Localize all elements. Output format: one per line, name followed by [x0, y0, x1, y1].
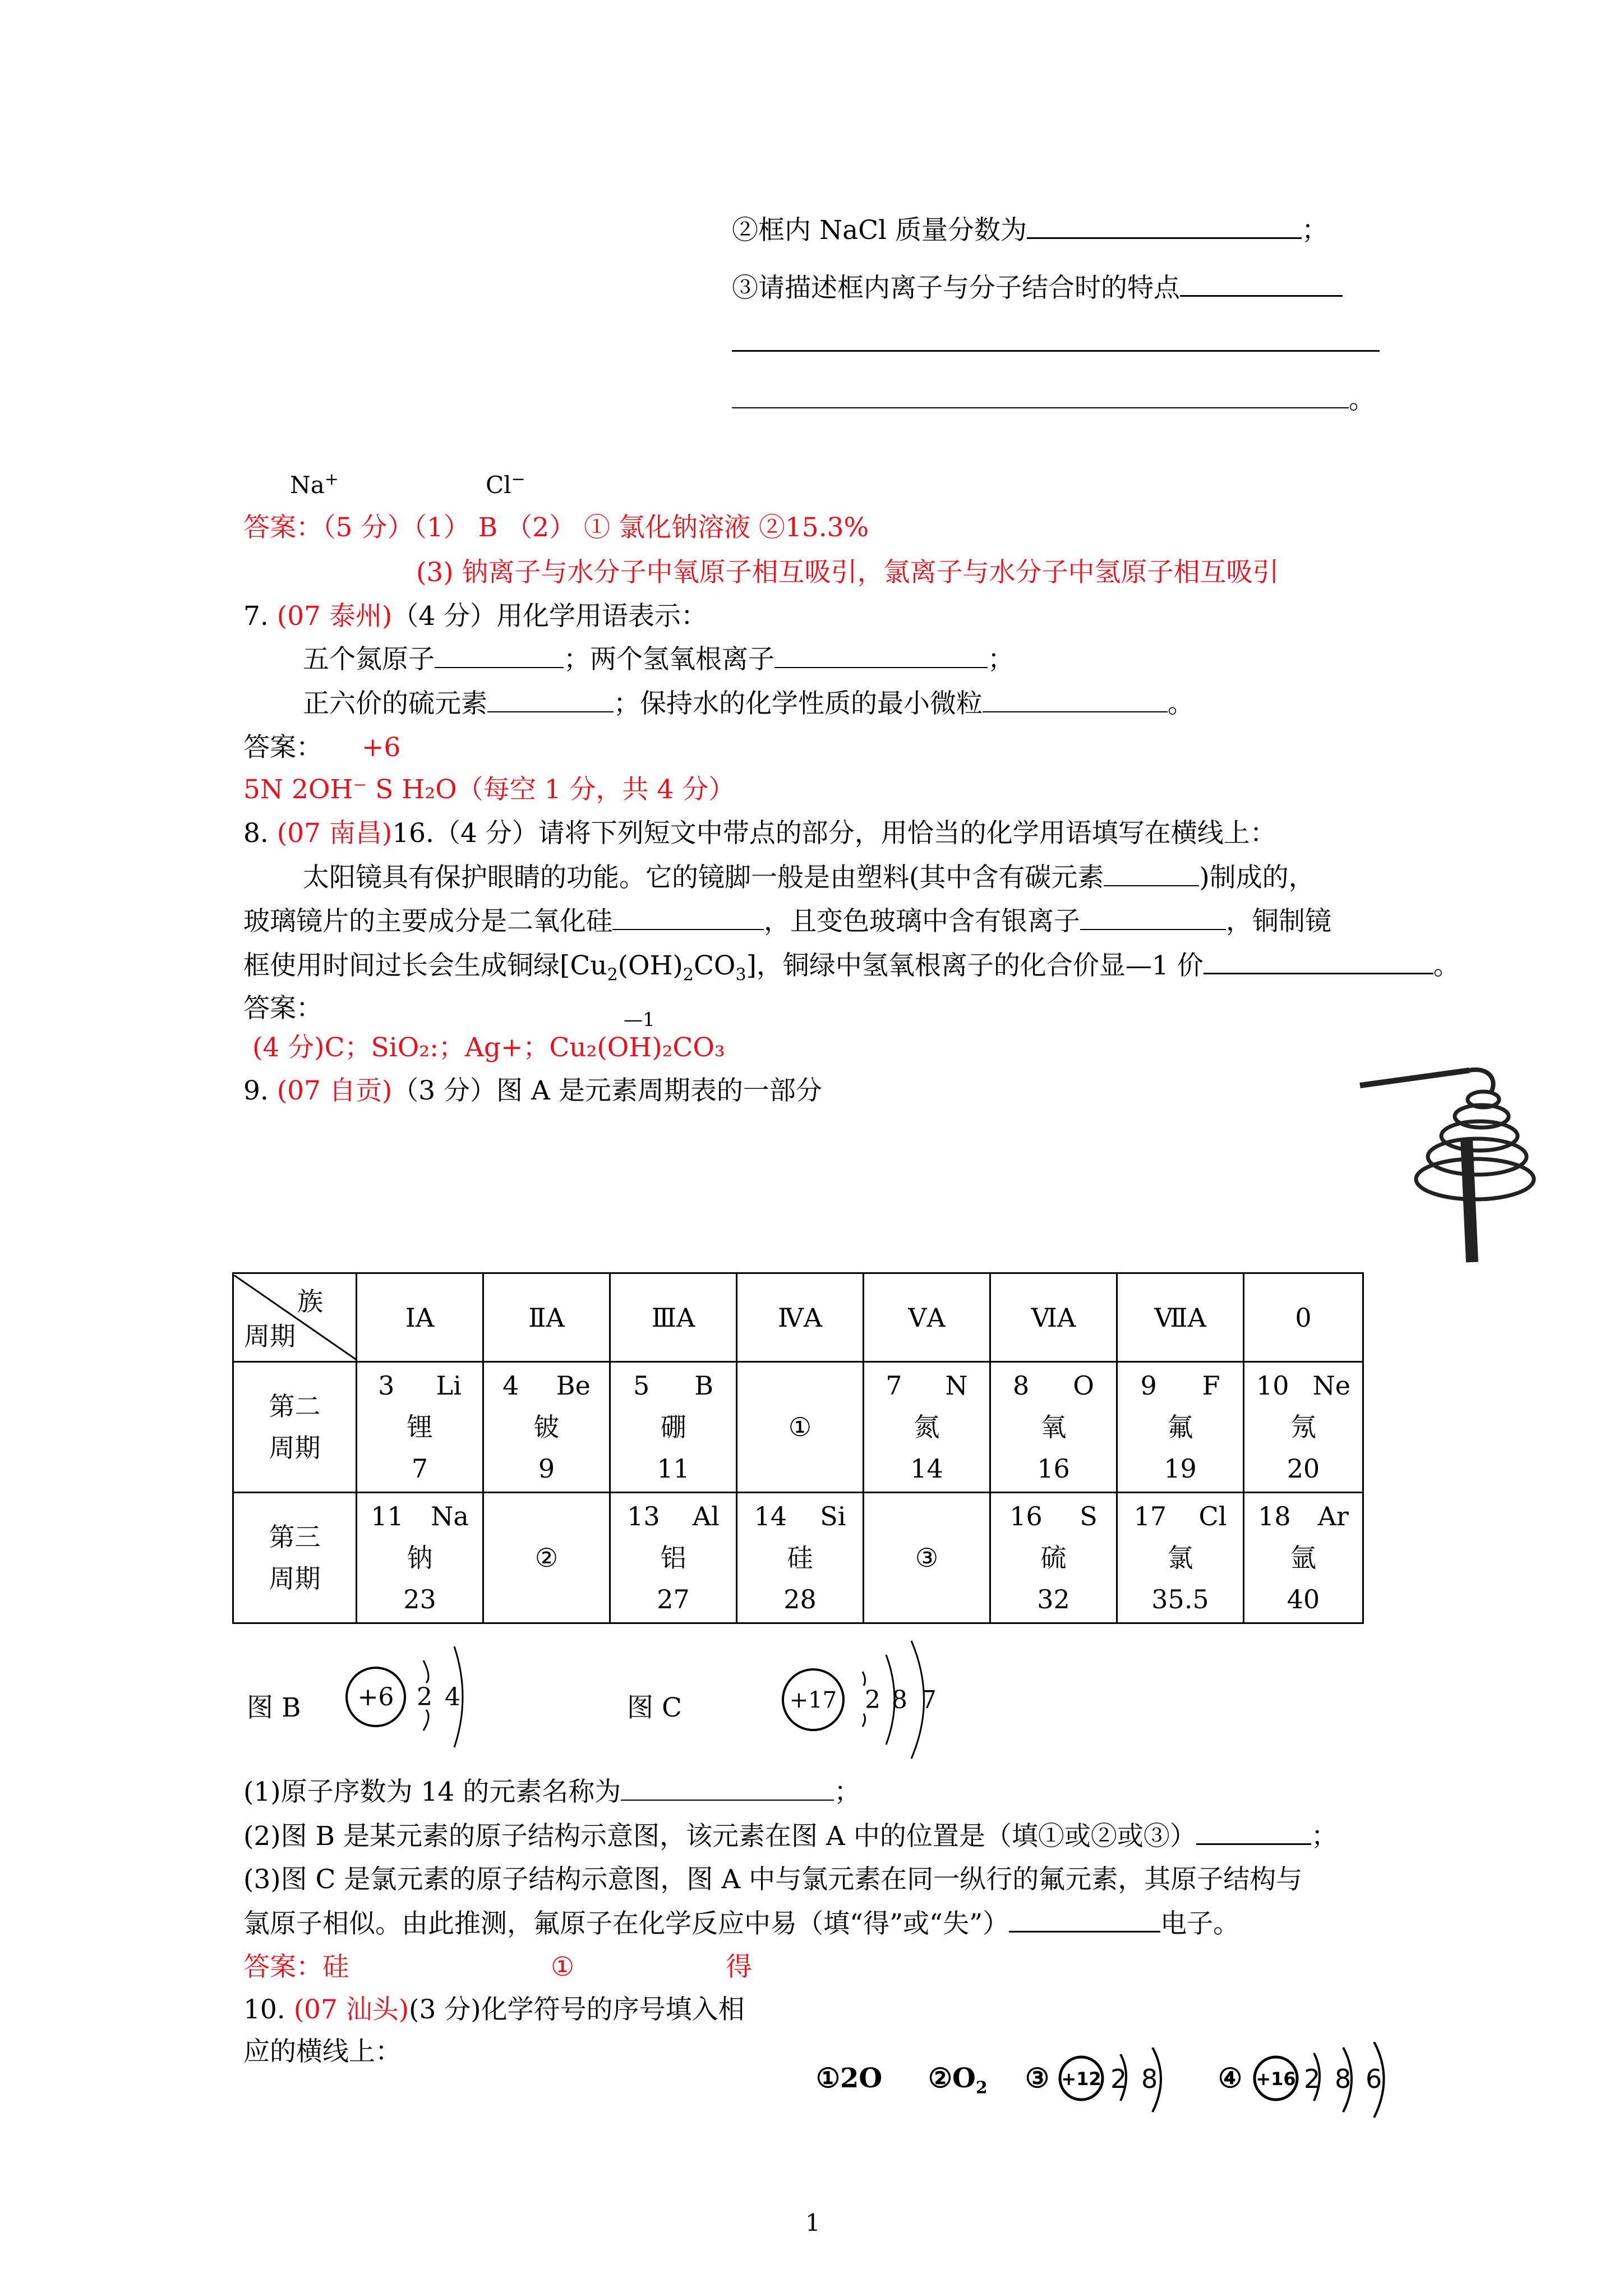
page-number: 1: [805, 2209, 820, 2237]
blank[interactable]: [1009, 1905, 1160, 1932]
blank[interactable]: [1080, 903, 1226, 930]
blank[interactable]: [612, 903, 764, 930]
group-header: ⅡA: [483, 1273, 610, 1362]
q10-title2: 应的横线上：: [243, 2036, 402, 2067]
blank-line[interactable]: [732, 350, 1380, 352]
q9-title: 9. (07 自贡)（3 分）图 A 是元素周期表的一部分: [243, 1075, 822, 1106]
svg-text:2: 2: [1110, 2064, 1127, 2094]
element-cell: 5 B 硼 11: [610, 1362, 737, 1493]
q10-option-4-label: ④: [1218, 2063, 1243, 2094]
q9-s1: (1)原子序数为 14 的元素名称为 ；: [243, 1774, 860, 1811]
blank[interactable]: [1104, 859, 1199, 886]
element-cell-blank: ③: [864, 1493, 990, 1623]
blank[interactable]: [487, 685, 614, 712]
q10-option-3-label: ③: [1025, 2063, 1050, 2094]
blank[interactable]: [1204, 947, 1433, 974]
q9-s2: (2)图 B 是某元素的原子结构示意图，该元素在图 A 中的位置是（填①或②或③） ；: [243, 1818, 1338, 1855]
q8-p2: 玻璃镜片的主要成分是二氧化硅 ，且变色玻璃中含有银离子 ，铜制镜: [243, 903, 1331, 940]
ion-cl-label: Cl−: [486, 470, 525, 499]
atom-structure-option-3: [1054, 2047, 1189, 2120]
q8-p1: 太阳镜具有保护眼睛的功能。它的镜脚一般是由塑料(其中含有碳元素 )制成的，: [303, 859, 1315, 896]
blank[interactable]: [1180, 269, 1343, 297]
group-header: ⅦA: [1117, 1273, 1244, 1362]
svg-text:+6: +6: [357, 1683, 394, 1711]
element-cell-blank: ②: [483, 1493, 610, 1623]
period-3-row: [233, 1493, 1363, 1623]
group-header: ⅤA: [864, 1273, 990, 1362]
blank-line-end: 。: [732, 381, 1375, 418]
q8-answer: (4 分)C；SiO₂:；Ag+；Cu₂(OH)₂CO₃: [252, 1032, 725, 1063]
element-cell: 8 O 氧 16: [990, 1362, 1117, 1493]
ion-na-label: Na+: [290, 470, 339, 499]
q10-title: 10. (07 汕头)(3 分)化学符号的序号填入相: [243, 1994, 745, 2025]
q7-line1: 五个氮原子 ；两个氢氧根离子 ；: [303, 641, 1014, 678]
corner-cell: 族 周期: [233, 1273, 357, 1362]
svg-text:8: 8: [1335, 2064, 1352, 2094]
svg-text:+12: +12: [1061, 2068, 1101, 2090]
svg-text:8: 8: [1141, 2064, 1158, 2094]
fig-b-label: 图 B: [247, 1692, 301, 1723]
answer-q6-line2: (3) 钠离子与水分子中氧原子相互吸引，氯离子与水分子中氢原子相互吸引: [416, 557, 1279, 588]
blank[interactable]: [1027, 211, 1302, 239]
q7-line2: 正六价的硫元素 ；保持水的化学性质的最小微粒 。: [303, 685, 1194, 723]
svg-text:+16: +16: [1256, 2068, 1296, 2090]
element-cell: 16 S 硫 32: [990, 1493, 1117, 1623]
svg-text:+17: +17: [789, 1687, 837, 1713]
q10-option-2: $②O_2$: [928, 2063, 988, 2098]
q9-s3b: 氯原子相似。由此推测，氟原子在化学反应中易（填“得”或“失”） 电子。: [243, 1905, 1239, 1943]
group-header: ⅣA: [737, 1273, 864, 1362]
q6-part2: ②框内 NaCl 质量分数为 ；: [732, 211, 1328, 249]
periodic-table: [232, 1272, 1364, 1624]
element-cell: 7 N 氮 14: [864, 1362, 990, 1493]
blank[interactable]: [435, 641, 564, 668]
period-label: 第二 周期: [233, 1362, 357, 1493]
element-cell: 13 Al 铝 27: [610, 1493, 737, 1623]
q8-answer-valence: —1: [624, 1009, 655, 1031]
atom-structure-fig-b: [336, 1638, 494, 1756]
blank[interactable]: [621, 1774, 834, 1801]
q9-s3a: (3)图 C 是氯元素的原子结构示意图，图 A 中与氯元素在同一纵行的氟元素，其原子结构与: [243, 1864, 1303, 1895]
element-cell: 17 Cl 氯 35.5: [1117, 1493, 1244, 1623]
fig-c-label: 图 C: [627, 1692, 682, 1723]
element-cell: 18 Ar 氩 40: [1244, 1493, 1363, 1623]
q7-title: 7. (07 泰州)（4 分）用化学用语表示：: [243, 601, 708, 632]
q6-part3: ③请描述框内离子与分子结合时的特点: [732, 269, 1343, 307]
svg-text:2: 2: [1304, 2064, 1321, 2094]
q7-answer-label: 答案： +6: [243, 732, 401, 763]
blank[interactable]: [732, 381, 1349, 408]
q8-answer-label: 答案：: [243, 993, 322, 1024]
answer-q6-line1: 答案：（5 分）（1） B （2） ① 氯化钠溶液 ②15.3%: [243, 512, 869, 543]
period-label: 第三 周期: [233, 1493, 357, 1623]
atom-structure-fig-c: [774, 1638, 965, 1761]
element-cell: 11 Na 钠 23: [357, 1493, 483, 1623]
q8-title: 8. (07 南昌)16.（4 分）请将下列短文中带点的部分，用恰当的化学用语填写在横线上：: [243, 818, 1276, 849]
group-header: ⅠA: [357, 1273, 483, 1362]
group-header: 0: [1244, 1273, 1363, 1362]
svg-text:2: 2: [865, 1686, 880, 1714]
q10-option-1: ①2O: [816, 2063, 883, 2094]
period-2-row: [233, 1362, 1363, 1493]
element-cell: 14 Si 硅 28: [737, 1493, 864, 1623]
blank[interactable]: [774, 641, 988, 668]
element-cell: 3 Li 锂 7: [357, 1362, 483, 1493]
element-cell-blank: ①: [737, 1362, 864, 1493]
blank[interactable]: [1196, 1818, 1311, 1845]
svg-text:8: 8: [892, 1686, 907, 1714]
element-cell: 9 F 氟 19: [1117, 1362, 1244, 1493]
q9-answer: 答案：硅 ① 得: [243, 1952, 753, 1982]
element-cell: 10 Ne 氖 20: [1244, 1362, 1363, 1493]
svg-text:6: 6: [1366, 2064, 1382, 2094]
q8-p3: 框使用时间过长会生成铜绿$[Cu_2(OH)_2CO_3]$，铜绿中氢氧根离子的化合价显—1 价 。: [243, 947, 1460, 984]
svg-text:4: 4: [445, 1683, 460, 1711]
svg-text:7: 7: [921, 1686, 937, 1714]
atom-structure-option-4: [1248, 2042, 1427, 2120]
svg-text:2: 2: [417, 1683, 432, 1711]
group-header: ⅥA: [990, 1273, 1117, 1362]
coil-wire-illustration: [1357, 1060, 1548, 1273]
q7-answer: 5N 2OH⁻ S H₂O（每空 1 分，共 4 分）: [243, 774, 735, 805]
blank[interactable]: [983, 685, 1168, 712]
element-cell: 4 Be 铍 9: [483, 1362, 610, 1493]
group-header: ⅢA: [610, 1273, 737, 1362]
